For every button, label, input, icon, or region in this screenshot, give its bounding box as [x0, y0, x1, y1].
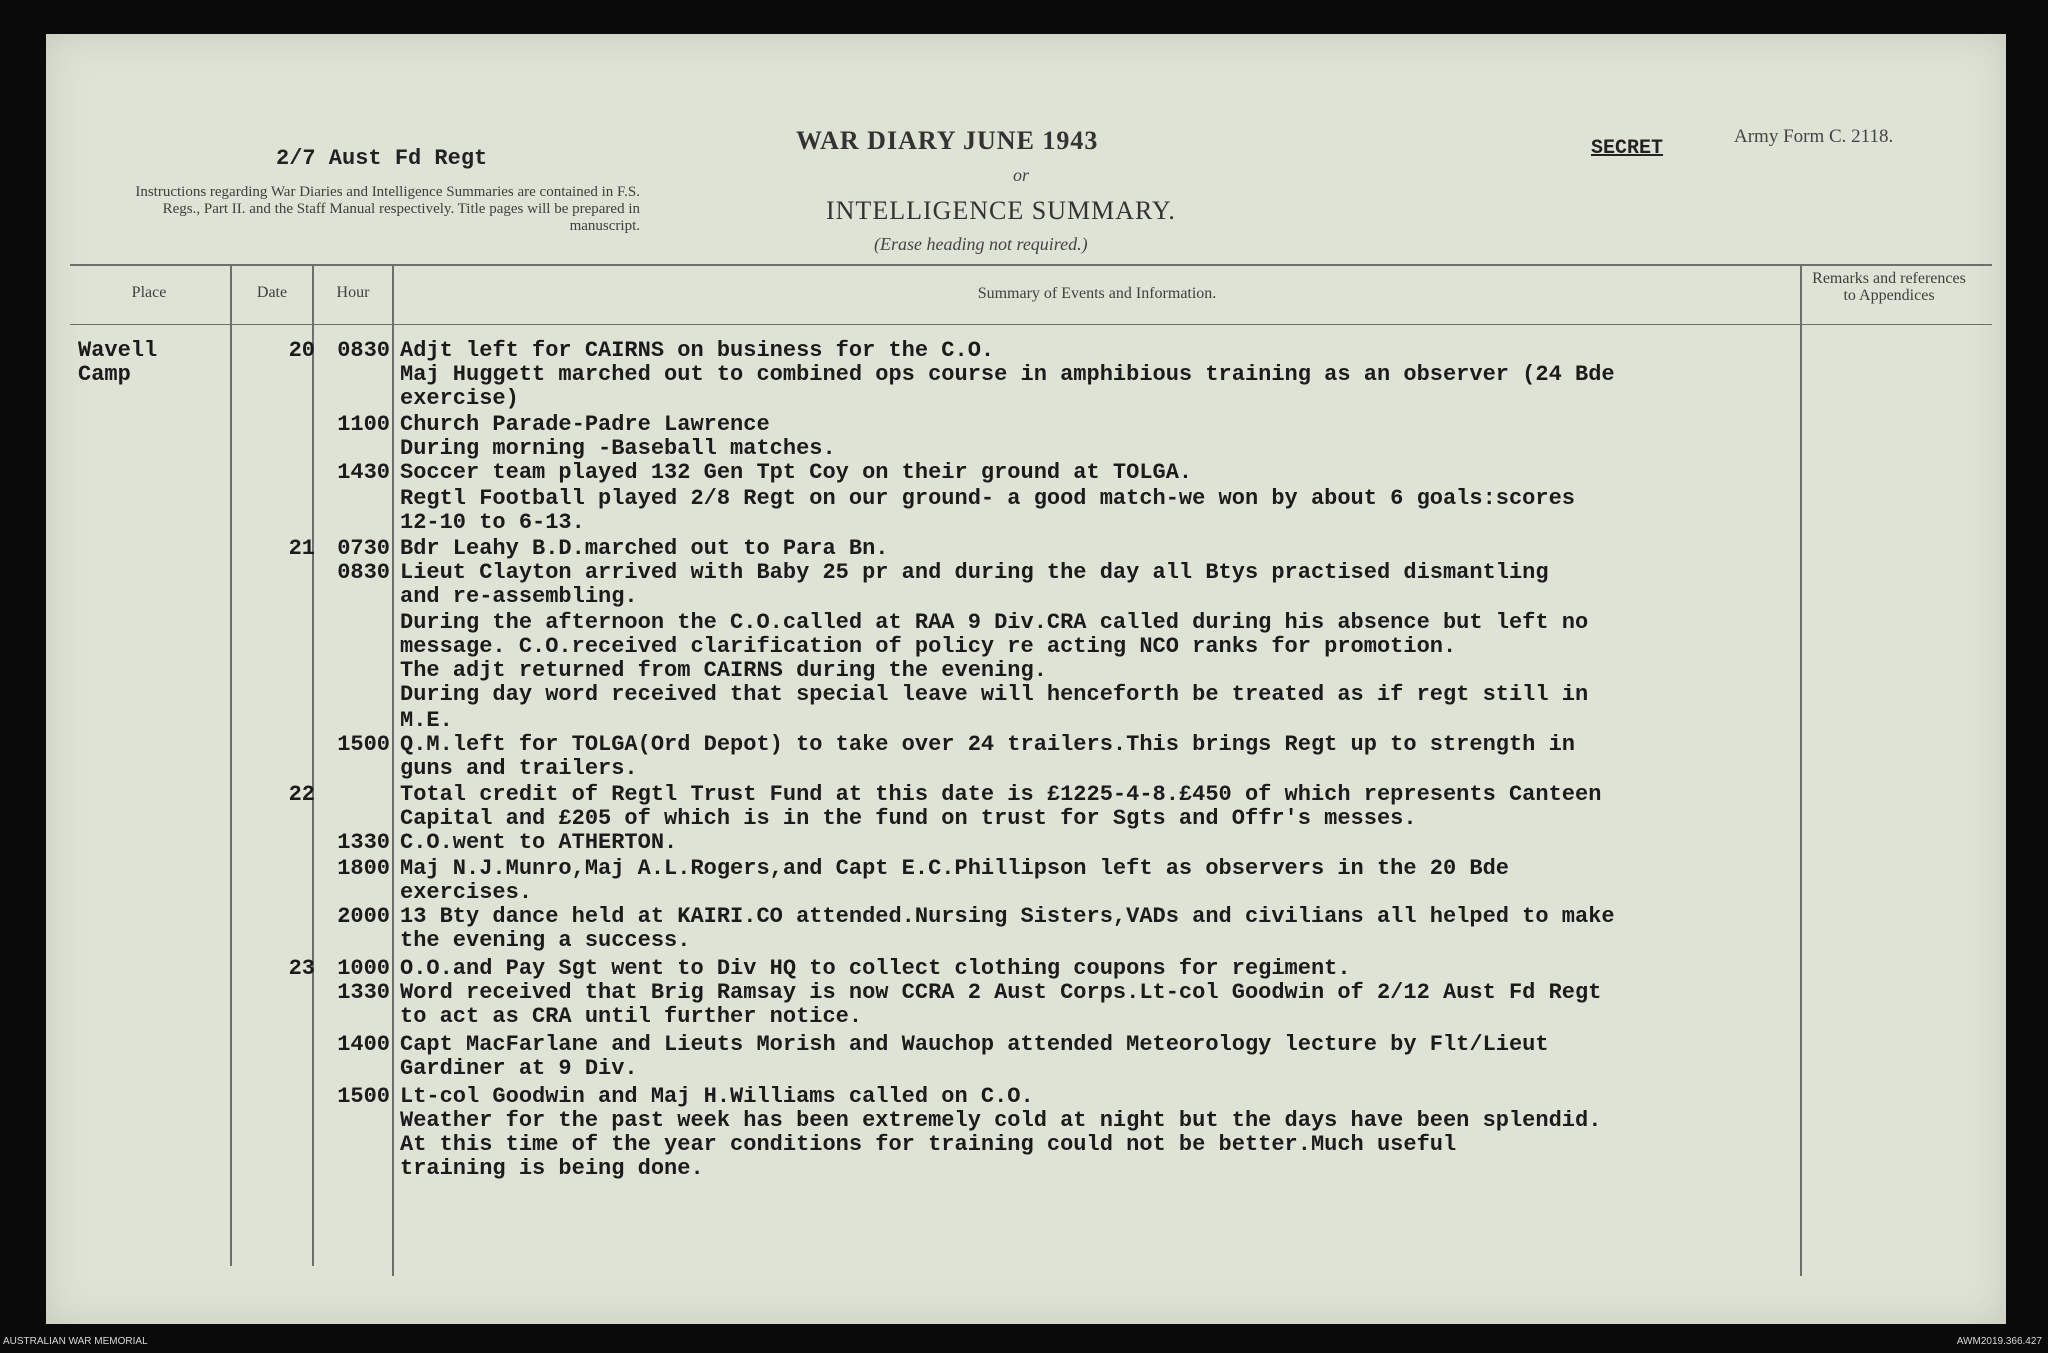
column-header-hour: Hour: [336, 284, 370, 301]
entry-hour: 2000: [337, 904, 390, 929]
entry-hour: 1400: [337, 1032, 390, 1057]
entry-text: Capital and £205 of which is in the fund on trust for Sgts and Offr's messes.: [400, 806, 1417, 831]
entry-text: guns and trailers.: [400, 756, 638, 781]
column-header-remarks: Remarks and references to Appendices: [1812, 270, 1966, 304]
entry-text: the evening a success.: [400, 928, 691, 953]
entry-text: 12-10 to 6-13.: [400, 510, 585, 535]
entry-text: exercise): [400, 386, 519, 411]
entry-text: During day word received that special leave will henceforth be treated as if regt still in: [400, 682, 1589, 707]
erase-note: (Erase heading not required.): [874, 234, 1088, 254]
entry-hour: 1430: [337, 460, 390, 485]
war-diary-sheet: [46, 34, 2006, 1324]
entry-text: At this time of the year conditions for training could not be better.Much useful: [400, 1132, 1457, 1157]
place-date-divider: [230, 266, 232, 1266]
or-label: or: [1013, 165, 1030, 185]
entry-text: Regtl Football played 2/8 Regt on our ground- a good match-we won by about 6 goals:scores: [400, 486, 1575, 511]
entry-text: Lieut Clayton arrived with Baby 25 pr and during the day all Btys practised dismantling: [400, 560, 1549, 585]
entry-text: During morning -Baseball matches.: [400, 436, 836, 461]
entry-text: During the afternoon the C.O.called at RAA 9 Div.CRA called during his absence but left no: [400, 610, 1589, 635]
entry-hour: 1800: [337, 856, 390, 881]
entry-text: Bdr Leahy B.D.marched out to Para Bn.: [400, 536, 889, 561]
entry-text: Word received that Brig Ramsay is now CCRA 2 Aust Corps.Lt-col Goodwin of 2/12 Aust Fd Regt: [400, 980, 1602, 1005]
entry-text: message. C.O.received clarification of policy re acting NCO ranks for promotion.: [400, 634, 1457, 659]
header-bottom-rule: [70, 324, 1992, 325]
entry-text: Maj Huggett marched out to combined ops course in amphibious training as an observer (24 Bde: [400, 362, 1615, 387]
entry-date: 23: [288, 956, 315, 981]
army-form-number: Army Form C. 2118.: [1734, 126, 1894, 147]
entry-text: to act as CRA until further notice.: [400, 1004, 863, 1029]
entry-text: C.O.went to ATHERTON.: [400, 830, 678, 855]
header-top-rule: [70, 264, 1992, 266]
entry-text: The adjt returned from CAIRNS during the evening.: [400, 658, 1047, 683]
summary-remarks-divider: [1800, 266, 1802, 1276]
entry-hour: 1100: [337, 412, 390, 437]
entry-text: Adjt left for CAIRNS on business for the C.O.: [400, 338, 995, 363]
classification-stamp: SECRET: [1591, 137, 1664, 160]
entry-hour: 1000: [337, 956, 390, 981]
entry-text: Maj N.J.Munro,Maj A.L.Rogers,and Capt E.C.Phillipson left as observers in the 20 Bde: [400, 856, 1509, 881]
entry-hour: 0730: [337, 536, 390, 561]
hour-summary-divider: [392, 266, 394, 1276]
entry-text: Church Parade-Padre Lawrence: [400, 412, 770, 437]
entry-text: Capt MacFarlane and Lieuts Morish and Wauchop attended Meteorology lecture by Flt/Lieut: [400, 1032, 1549, 1057]
entry-date: 20: [288, 338, 315, 363]
entry-text: Gardiner at 9 Div.: [400, 1056, 638, 1081]
unit-name: 2/7 Aust Fd Regt: [276, 146, 488, 171]
entry-hour: 1330: [337, 830, 390, 855]
archive-reference: AWM2019.366.427: [1956, 1336, 2042, 1347]
entry-text: training is being done.: [400, 1156, 704, 1181]
entry-text: 13 Bty dance held at KAIRI.CO attended.Nursing Sisters,VADs and civilians all helped to make: [400, 904, 1615, 929]
entry-text: Weather for the past week has been extremely cold at night but the days have been splendid.: [400, 1108, 1602, 1133]
entry-text: Lt-col Goodwin and Maj H.Williams called on C.O.: [400, 1084, 1034, 1109]
entry-hour: 1500: [337, 732, 390, 757]
place-line-1: Wavell: [78, 338, 158, 363]
entry-hour: 1500: [337, 1084, 390, 1109]
instructions-note: Instructions regarding War Diaries and Intelligence Summaries are contained in F.S. Regs., Part II. and the Staff Manual respectively. Title pages will be prepared in manuscript.: [135, 184, 640, 234]
entry-text: Total credit of Regtl Trust Fund at this date is £1225-4-8.£450 of which represents Canteen: [400, 782, 1602, 807]
entry-text: Q.M.left for TOLGA(Ord Depot) to take over 24 trailers.This brings Regt up to strength in: [400, 732, 1575, 757]
archive-credit: AUSTRALIAN WAR MEMORIAL: [3, 1336, 148, 1347]
diary-title: WAR DIARY JUNE 1943: [796, 126, 1099, 155]
entry-hour: 0830: [337, 560, 390, 585]
column-header-summary: Summary of Events and Information.: [977, 285, 1217, 302]
place-line-2: Camp: [78, 362, 131, 387]
entry-text: and re-assembling.: [400, 584, 638, 609]
entry-hour: 1330: [337, 980, 390, 1005]
entry-text: O.O.and Pay Sgt went to Div HQ to collect clothing coupons for regiment.: [400, 956, 1351, 981]
entry-date: 22: [288, 782, 315, 807]
entry-text: exercises.: [400, 880, 533, 905]
entry-date: 21: [288, 536, 315, 561]
column-header-place: Place: [131, 284, 167, 301]
entry-hour: 0830: [337, 338, 390, 363]
entry-text: M.E.: [400, 708, 453, 733]
entry-text: Soccer team played 132 Gen Tpt Coy on their ground at TOLGA.: [400, 460, 1193, 485]
intelligence-summary-title: INTELLIGENCE SUMMARY.: [826, 196, 1176, 225]
column-header-date: Date: [256, 284, 288, 301]
